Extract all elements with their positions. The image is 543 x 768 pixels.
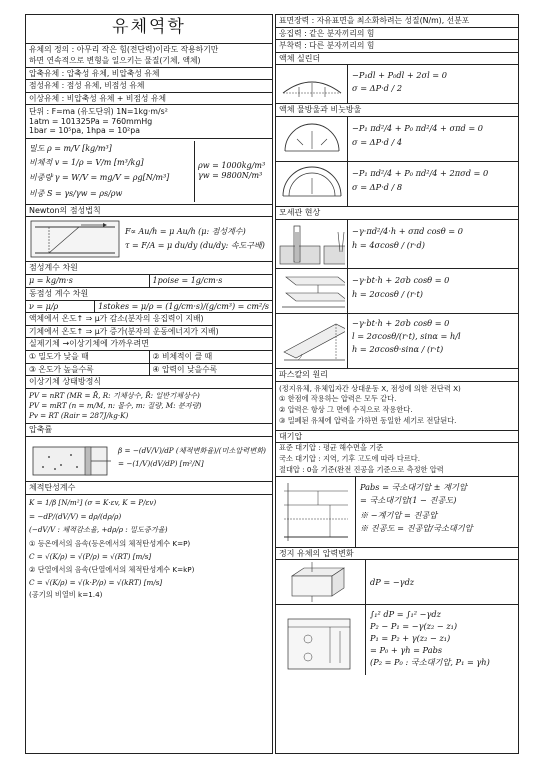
bulk-eq-5: C = √(K/ρ) = √(P/ρ) = √(RT) [m/s] [29,551,152,561]
bulk-eq-2: = −dP/(dV/V) = dρ/(dρ/ρ) [29,511,122,521]
real-gas-cond-4: ④ 압력이 낮을수록 [149,364,273,376]
static-box-1 [276,560,518,604]
viscosity-unit-2: 1poise = 1g/cm·s [149,275,273,287]
unit-line-3: 1bar = 10⁵pa, 1hpa = 10²pa [29,126,141,136]
capillary-eq-6: l = 2σcosθ/(r·t), sinα = h/l [352,330,461,341]
fluid-definition-2: 하면 연속적으로 변형을 일으키는 물질(기체, 액체) [29,56,201,66]
left-column [25,14,273,754]
capillary-eq-2: h = 4σcosθ / (r·d) [352,239,425,250]
compressibility-eq-2: = −(1/V)(dV/dP) [m²/N] [118,459,204,469]
real-gas-cond-3: ③ 온도가 높을수록 [29,364,94,374]
specific-volume-formula: 비체적 v = 1/ρ = V/m [m³/kg] [29,158,144,168]
adhesion-def: 부착력 : 다른 분자끼리의 힘 [276,39,518,52]
absolute-pressure: 절대압 : 0을 기준(완전 진공을 기준으로 측정한 압력 [279,464,444,474]
droplet-eq-1: −P₁ πd²/4 + P₀ πd²/4 + σπd = 0 [352,123,484,133]
water-specific-weight: γw = 9800N/m³ [198,171,263,181]
bulk-eq-8: (공기의 비열비 k=1.4) [29,590,103,600]
capillary-box-2 [276,268,518,313]
pascal-line-3: ③ 밀폐된 유체에 압력을 가하면 동일한 세기로 전달된다. [279,415,457,425]
pascal-header: 파스칼의 원리 [276,368,518,382]
capillary-box-3 [276,313,518,368]
viscosity-header: 점성계수 차원 [26,261,272,275]
specific-gravity-formula: 비중 S = γs/γw = ρs/ρw [29,188,123,198]
static-eq-5: (P₂ = P₀ : 국소대기압, P₁ = γh) [370,657,490,668]
ideal-gas-box [26,389,272,423]
capillary-eq-4: h = 2σcosθ / (r·t) [352,288,423,299]
kinematic-unit-2: 1stokes = μ/ρ = (1g/cm·s)/(g/cm³) = cm²/s [94,301,272,313]
capillary-box-1 [276,220,518,268]
pascal-line-1: ① 한점에 작용하는 압력은 모두 같다. [279,394,397,404]
gas-temperature-effect: 기체에서 온도↑ ⇒ μ가 증가(분자의 운동에너지가 지배) [26,325,272,338]
pressure-diagram-box [276,476,518,547]
inclined-plate-diagram [278,316,345,366]
manometer-diagram [278,607,363,673]
unit-box [26,104,272,138]
real-gas-cond-2: ② 비체적이 클 때 [149,351,273,363]
newton-formula-1: F∝ Au/h = μ Au/h (μ: 점성계수) [125,227,246,237]
viscosity-unit-1: μ = kg/m·s [29,276,73,286]
bulk-eq-6: ② 단열에서의 음속(단열에서의 체적탄성계수 K=kP) [29,564,195,574]
capillary-eq-1: −γ·πd²/4·h + σπd cosθ = 0 [352,225,463,236]
static-fluid-header: 정지 유체의 압력변화 [276,547,518,561]
specific-weight-formula: 비중량 γ = W/V = mg/V = ρg[N/m³] [29,173,170,183]
real-gas-row-1 [26,351,272,363]
cylinder-eq-2: σ = ΔP·d / 2 [352,83,403,94]
newton-formula-2: τ = F/A = μ du/dy (du/dy: 속도구배) [125,240,265,250]
static-eq-1: ∫₁² dP = ∫₁² −γdz [370,609,441,620]
viscosity-units [26,275,272,287]
ideal-gas-header: 이상기체 상태방정식 [26,375,272,389]
static-box-2 [276,604,518,675]
cylinder-diagram [279,67,345,101]
compressibility-eq-1: β = −(dV/V)/dP (체적변화율)/(미소압력변화) [118,446,266,456]
capillary-tube-diagram [278,222,345,266]
cylinder-header: 액체 실린더 [276,52,518,66]
real-gas-row-2 [26,363,272,376]
droplet-header: 액체 물방울과 비눗방울 [276,103,518,117]
surface-tension-def: 표면장력 : 자유표면을 최소화하려는 성질(N/m), 선분포 [279,16,470,25]
static-eq-2: P₂ − P₁ = −γ(z₂ − z₁) [370,621,458,632]
capillary-eq-7: h = 2σcosθ·sinα / (r·t) [352,343,444,354]
ideal-gas-eq-1: PV = nRT (MR = R̄, R: 기체상수, R̄: 일반기체상수) [29,390,200,400]
compressible-fluid: 압축유체 : 압축성 유체, 비압축성 유체 [26,67,272,80]
water-density: ρw = 1000kg/m³ [198,161,266,171]
bubble-diagram [279,164,345,204]
ideal-gas-eq-2: PV = mRT (n = m/M, n: 몰수, m: 질량, M: 분자량) [29,400,202,410]
droplet-eq-2: σ = ΔP·d / 4 [352,137,403,147]
fluid-definition-1: 유체의 정의 : 아무리 작은 힘(전단력)이라도 작용하기만 [26,43,272,56]
bulk-modulus-header: 체적탄성계수 [26,481,272,495]
compressibility-header: 압축률 [26,423,272,437]
capillary-eq-3: −γ·bt·h + 2σb cosθ = 0 [352,274,450,285]
static-eq-3: P₁ = P₂ + γ(z₂ − z₁) [370,633,451,644]
bubble-eq-2: σ = ΔP·d / 8 [352,182,403,192]
page-title: 유체역학 [112,17,186,37]
kinematic-viscosity-header: 동점성 계수 차원 [26,287,272,301]
parallel-plate-diagram [278,271,345,311]
newton-box [26,217,272,261]
bubble-box [276,161,518,206]
droplet-box [276,117,518,161]
pascal-line-0: (정지유체, 유체입자간 상대운동 X, 점성에 의한 전단력 X) [279,383,461,393]
atmospheric-header: 대기압 [276,430,518,444]
pascal-line-2: ② 압력은 항상 그 면에 수직으로 작용한다. [279,405,413,415]
bulk-modulus-box [26,495,272,604]
density-box [26,138,272,204]
newton-header: Newton의 점성법칙 [26,204,272,218]
right-column [275,14,519,754]
density-formula: 밀도 ρ = m/V [kg/m³] [29,143,112,153]
cylinder-box [276,65,518,103]
ideal-gas-eq-3: Pv = RT (Rair = 287J/kg·K) [29,410,129,420]
fluid-element-diagram [278,562,363,602]
abs-pressure-eq-2: = 국소대기압(1 − 진공도) [360,494,457,505]
local-atm: 국소 대기압 : 지역, 기후 고도에 따라 다르다. [279,454,421,464]
capillary-header: 모세관 현상 [276,206,518,220]
bulk-eq-1: K = 1/β [N/m²] (σ = K·εv, K = P/εv) [29,497,157,507]
abs-pressure-eq-1: Pabs = 국소대기압 ± 계기압 [360,481,467,492]
liquid-temperature-effect: 액체에서 온도↑ ⇒ μ가 감소(분자의 응집력이 지배) [26,312,272,325]
bulk-eq-7: C = √(K/ρ) = √(k·P/ρ) = √(kRT) [m/s] [29,577,163,587]
abs-pressure-eq-3: ※ −계기압 = 진공압 [360,509,438,520]
viscous-fluid: 점성유체 : 점성 유체, 비점성 유체 [26,79,272,92]
ideal-fluid: 이상유체 : 비압축성 유체 + 비점성 유체 [26,92,272,105]
kinematic-units [26,301,272,313]
standard-atm: 표준 대기압 : 평균 해수면을 기준 [279,443,384,453]
real-gas-header: 실제기체 →이상기체에 가까우려면 [26,337,272,351]
static-eq-4: = P₀ + γh = Pabs [370,645,443,656]
bulk-eq-3: (−dV/V : 체적감소율, +dρ/ρ : 밀도증가율) [29,525,168,535]
pascal-box [276,382,518,430]
droplet-diagram [279,119,345,159]
bulk-eq-4: ① 등온에서의 음속(등온에서의 체적탄성계수 K=P) [29,539,191,549]
cylinder-eq-1: −P₁dl + P₀dl + 2σl = 0 [352,70,447,81]
abs-pressure-eq-4: ※ 진공도 = 진공압/국소대기압 [360,522,473,533]
compressibility-box [26,437,272,481]
kinematic-unit-1: ν = μ/ρ [29,301,59,311]
shear-plate-diagram [29,219,121,259]
unit-line-1: 단위 : F=ma (유도단위) 1N=1kg·m/s² [29,107,168,117]
real-gas-cond-1: ① 밀도가 낮을 때 [29,352,89,362]
bubble-eq-1: −P₁ πd²/4 + P₀ πd²/4 + 2πσd = 0 [352,168,489,178]
piston-diagram [29,439,115,479]
unit-line-2: 1atm = 101325Pa = 760mmHg [29,116,153,126]
cohesion-def: 응집력 : 같은 분자끼리의 힘 [276,27,518,40]
pressure-levels-diagram [278,479,353,545]
static-eq-0: dP = −γdz [370,577,415,588]
capillary-eq-5: −γ·bt·h + 2σb cosθ = 0 [352,317,450,328]
